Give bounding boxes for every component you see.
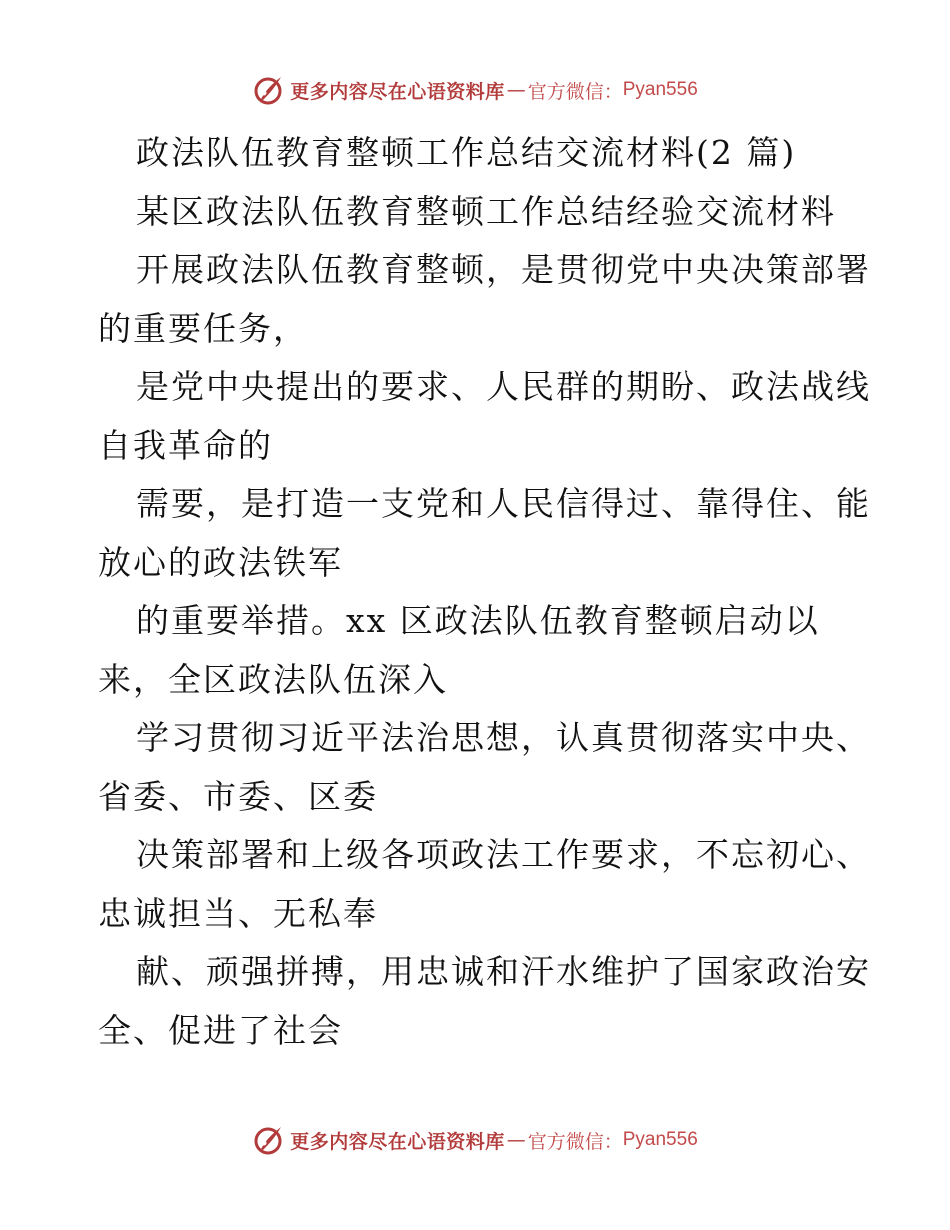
document-body — [98, 124, 871, 1060]
body-line: 来，全区政法队伍深入 — [98, 659, 448, 699]
document-subtitle: 某区政法队伍教育整顿工作总结经验交流材料 — [136, 191, 836, 231]
body-line: 全、促进了社会 — [98, 1010, 343, 1050]
body-line: 开展政法队伍教育整顿，是贯彻党中央决策部署 — [136, 250, 871, 289]
body-line: 放心的政法铁军 — [98, 542, 343, 582]
quill-logo-icon — [252, 74, 284, 106]
separator-dash: — — [506, 1129, 526, 1151]
body-line: 自我革命的 — [98, 425, 273, 465]
document-title: 政法队伍教育整顿工作总结交流材料(2 篇) — [136, 133, 797, 172]
body-line: 省委、市委、区委 — [98, 776, 378, 816]
body-line: 的重要举措。xx 区政法队伍教育整顿启动以 — [136, 601, 820, 640]
body-line: 需要，是打造一支党和人民信得过、靠得住、能 — [136, 484, 871, 523]
body-line: 的重要任务， — [98, 308, 308, 348]
site-name: 更多内容尽在心语资料库 — [290, 80, 505, 103]
site-name: 更多内容尽在心语资料库 — [290, 1130, 505, 1153]
wechat-account: Pyan556 — [622, 79, 698, 100]
footer-watermark — [0, 1120, 950, 1160]
body-line: 忠诚担当、无私奉 — [98, 893, 378, 933]
body-line: 献、顽强拼搏，用忠诚和汗水维护了国家政治安 — [136, 952, 871, 991]
wechat-label: 官方微信： — [527, 1130, 623, 1153]
body-line: 是党中央提出的要求、人民群的期盼、政法战线 — [136, 367, 871, 406]
quill-logo-icon — [252, 1124, 284, 1156]
separator-dash: — — [506, 79, 526, 101]
wechat-label: 官方微信： — [527, 80, 623, 103]
wechat-account: Pyan556 — [622, 1129, 698, 1150]
body-line: 学习贯彻习近平法治思想，认真贯彻落实中央、 — [136, 718, 871, 757]
body-line: 决策部署和上级各项政法工作要求，不忘初心、 — [136, 835, 871, 874]
header-watermark — [0, 70, 950, 110]
